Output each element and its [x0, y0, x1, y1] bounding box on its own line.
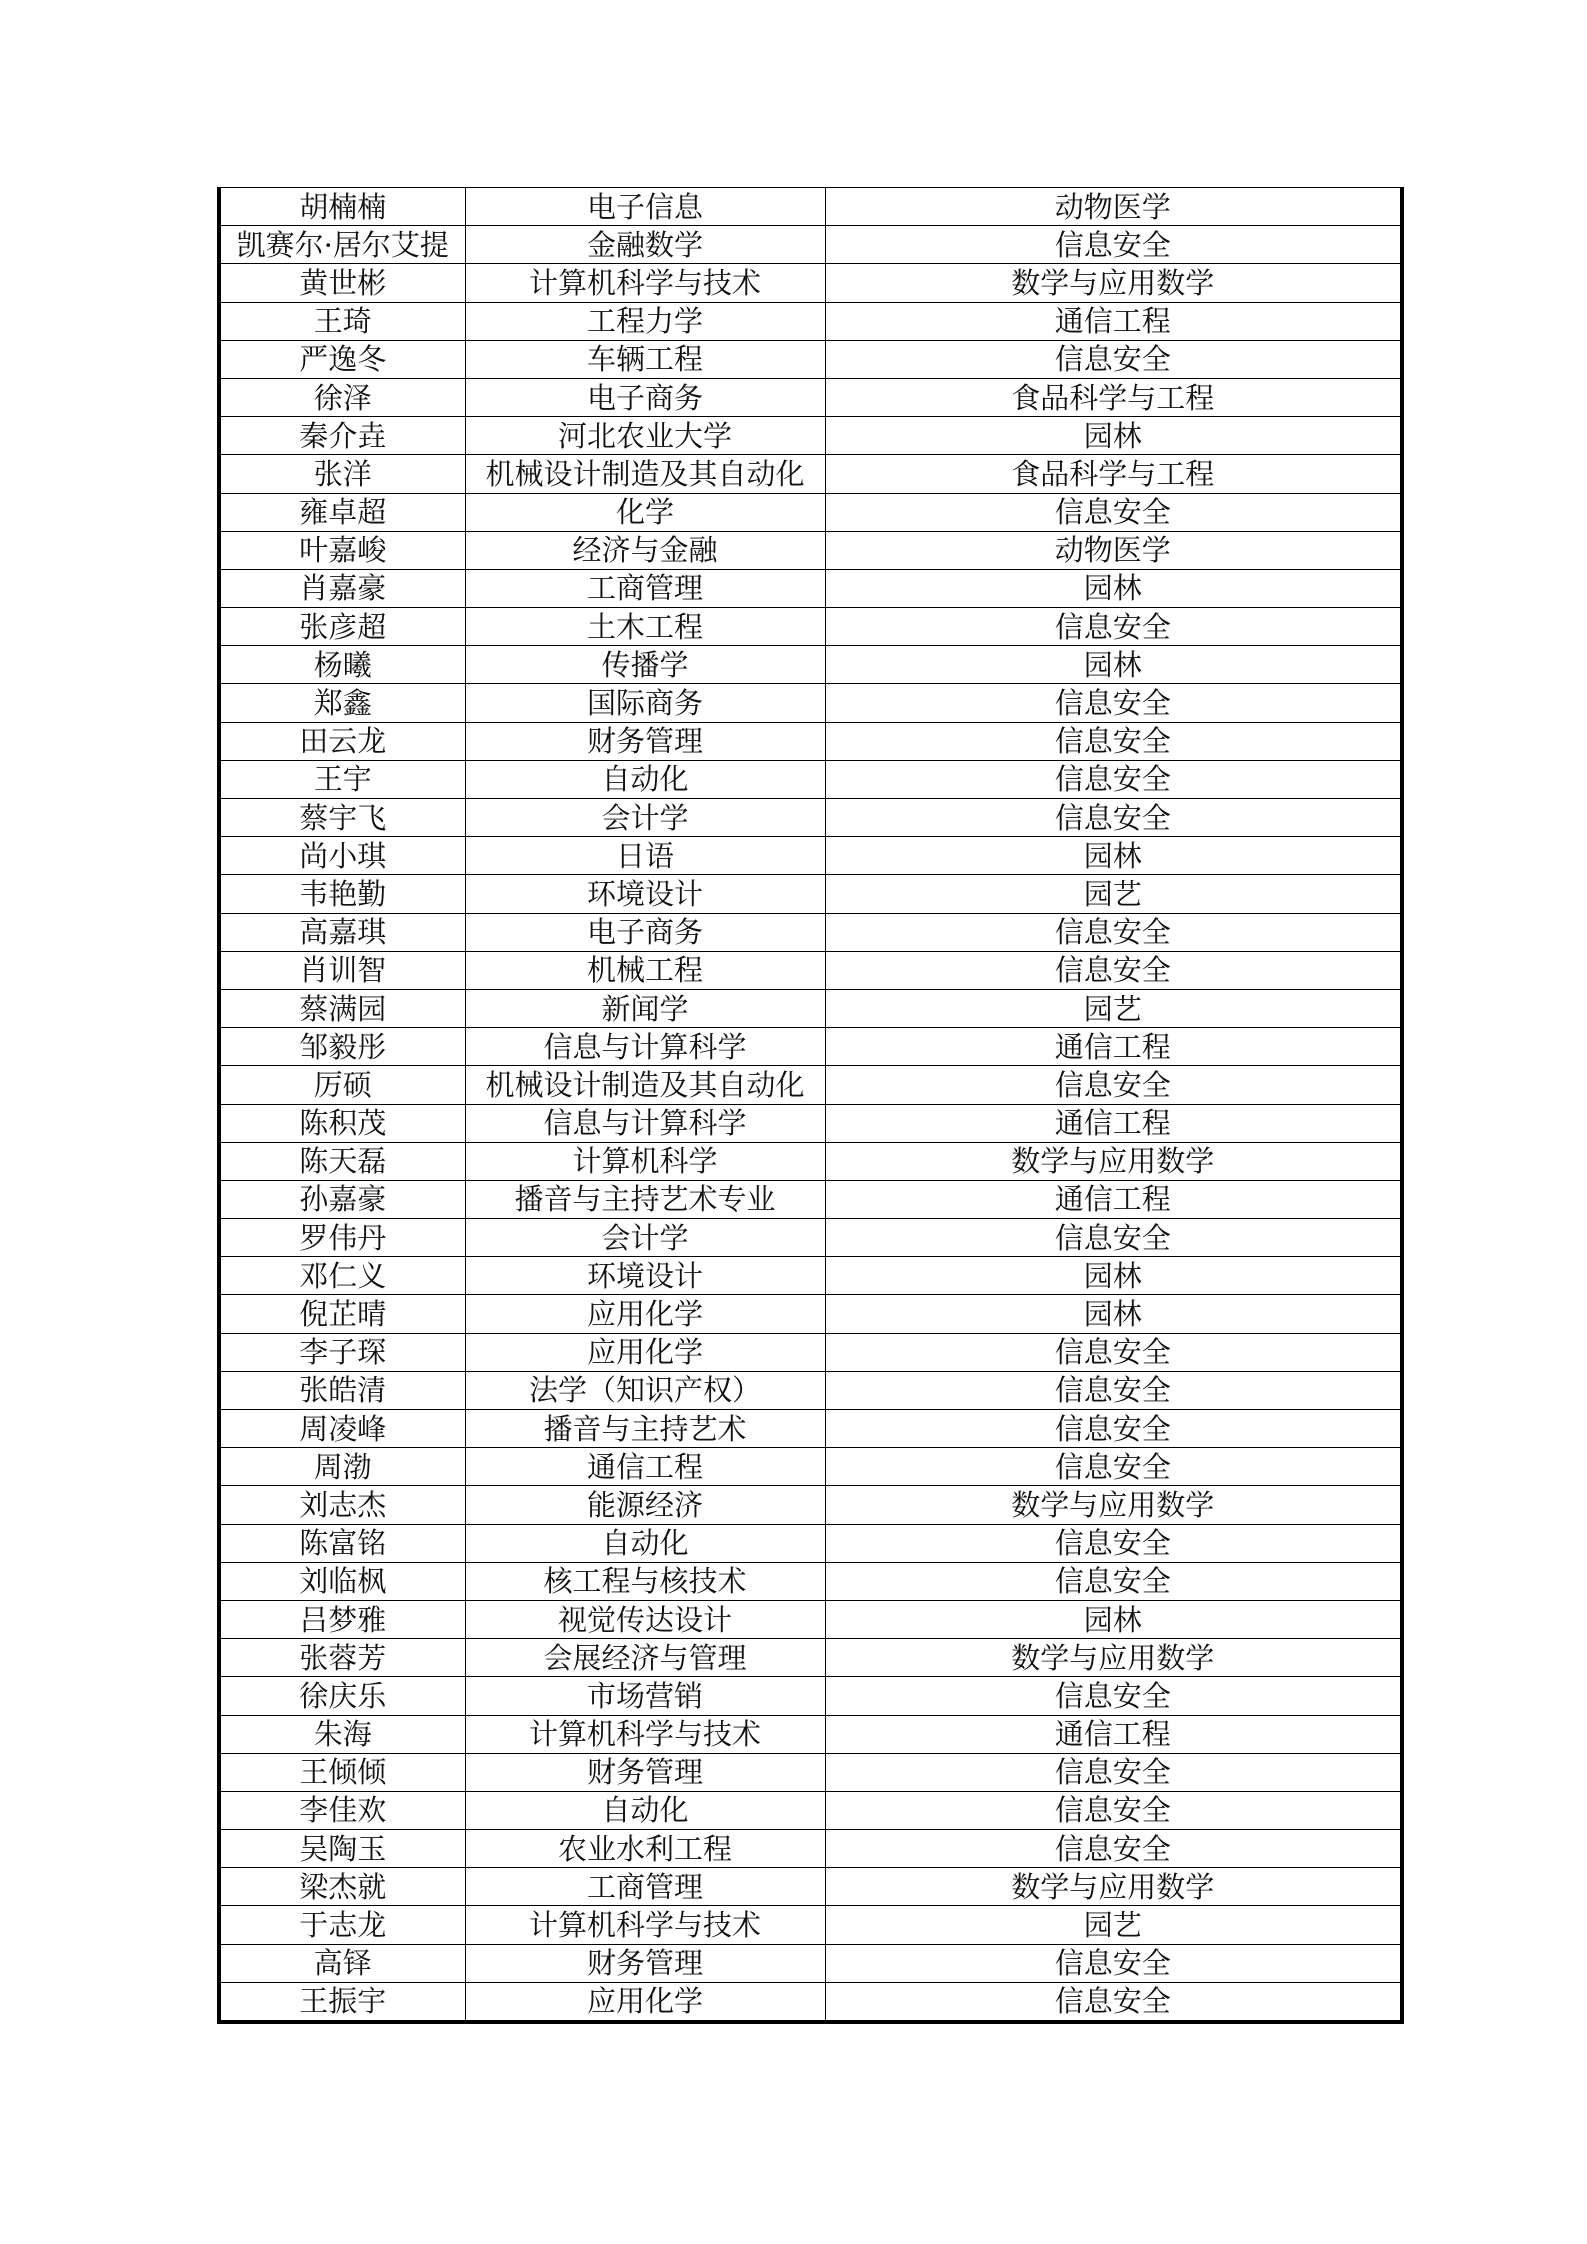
target-major-cell: 信息安全: [825, 493, 1402, 531]
original-major-cell: 日语: [465, 837, 825, 875]
table-row: [219, 188, 1402, 226]
original-major-cell: 传播学: [465, 646, 825, 684]
student-name-cell: 刘临枫: [219, 1562, 465, 1600]
original-major-cell: 计算机科学与技术: [465, 1715, 825, 1753]
table-row: [219, 1906, 1402, 1944]
table-row: [219, 1944, 1402, 1982]
student-name-cell: 高嘉琪: [219, 913, 465, 951]
original-major-cell: 自动化: [465, 760, 825, 798]
student-name-cell: 倪芷晴: [219, 1295, 465, 1333]
table-row: [219, 799, 1402, 837]
student-name-cell: 王振宇: [219, 1982, 465, 2022]
table-row: [219, 989, 1402, 1027]
original-major-cell: 环境设计: [465, 1257, 825, 1295]
student-name-cell: 陈富铭: [219, 1524, 465, 1562]
target-major-cell: 动物医学: [825, 188, 1402, 226]
target-major-cell: 信息安全: [825, 340, 1402, 378]
target-major-cell: 信息安全: [825, 760, 1402, 798]
table-row: [219, 226, 1402, 264]
target-major-cell: 园艺: [825, 1906, 1402, 1944]
original-major-cell: 播音与主持艺术专业: [465, 1180, 825, 1218]
original-major-cell: 经济与金融: [465, 531, 825, 569]
student-name-cell: 李子琛: [219, 1333, 465, 1371]
student-name-cell: 肖训智: [219, 951, 465, 989]
original-major-cell: 视觉传达设计: [465, 1600, 825, 1638]
target-major-cell: 信息安全: [825, 951, 1402, 989]
student-name-cell: 王琦: [219, 302, 465, 340]
student-name-cell: 杨曦: [219, 646, 465, 684]
table-row: [219, 264, 1402, 302]
original-major-cell: 财务管理: [465, 1944, 825, 1982]
table-row: [219, 913, 1402, 951]
student-name-cell: 严逸冬: [219, 340, 465, 378]
target-major-cell: 园林: [825, 1295, 1402, 1333]
target-major-cell: 数学与应用数学: [825, 1868, 1402, 1906]
target-major-cell: 信息安全: [825, 226, 1402, 264]
original-major-cell: 车辆工程: [465, 340, 825, 378]
table-row: [219, 493, 1402, 531]
original-major-cell: 会计学: [465, 799, 825, 837]
target-major-cell: 园林: [825, 417, 1402, 455]
student-name-cell: 王宇: [219, 760, 465, 798]
target-major-cell: 信息安全: [825, 799, 1402, 837]
target-major-cell: 通信工程: [825, 1028, 1402, 1066]
table-row: [219, 1142, 1402, 1180]
student-name-cell: 张彦超: [219, 608, 465, 646]
target-major-cell: 信息安全: [825, 1562, 1402, 1600]
table-row: [219, 1066, 1402, 1104]
student-name-cell: 邹毅彤: [219, 1028, 465, 1066]
table-row: [219, 1562, 1402, 1600]
target-major-cell: 通信工程: [825, 1180, 1402, 1218]
target-major-cell: 园艺: [825, 989, 1402, 1027]
table-row: [219, 378, 1402, 416]
student-name-cell: 王倾倾: [219, 1753, 465, 1791]
student-name-cell: 高铎: [219, 1944, 465, 1982]
target-major-cell: 信息安全: [825, 1982, 1402, 2022]
student-name-cell: 张皓清: [219, 1371, 465, 1409]
original-major-cell: 机械设计制造及其自动化: [465, 455, 825, 493]
table-row: [219, 1639, 1402, 1677]
original-major-cell: 能源经济: [465, 1486, 825, 1524]
target-major-cell: 信息安全: [825, 1944, 1402, 1982]
original-major-cell: 通信工程: [465, 1448, 825, 1486]
target-major-cell: 园林: [825, 1257, 1402, 1295]
original-major-cell: 自动化: [465, 1791, 825, 1829]
student-name-cell: 陈积茂: [219, 1104, 465, 1142]
table-row: [219, 1257, 1402, 1295]
student-name-cell: 于志龙: [219, 1906, 465, 1944]
original-major-cell: 市场营销: [465, 1677, 825, 1715]
original-major-cell: 播音与主持艺术: [465, 1410, 825, 1448]
original-major-cell: 电子商务: [465, 378, 825, 416]
student-name-cell: 周凌峰: [219, 1410, 465, 1448]
target-major-cell: 信息安全: [825, 1677, 1402, 1715]
student-name-cell: 李佳欢: [219, 1791, 465, 1829]
original-major-cell: 国际商务: [465, 684, 825, 722]
table-row: [219, 1295, 1402, 1333]
table-row: [219, 608, 1402, 646]
table-row: [219, 340, 1402, 378]
student-name-cell: 雍卓超: [219, 493, 465, 531]
target-major-cell: 园林: [825, 569, 1402, 607]
target-major-cell: 通信工程: [825, 1104, 1402, 1142]
student-name-cell: 吴陶玉: [219, 1830, 465, 1868]
student-name-cell: 蔡宇飞: [219, 799, 465, 837]
target-major-cell: 信息安全: [825, 1524, 1402, 1562]
student-name-cell: 徐泽: [219, 378, 465, 416]
student-name-cell: 罗伟丹: [219, 1219, 465, 1257]
table-row: [219, 455, 1402, 493]
original-major-cell: 财务管理: [465, 1753, 825, 1791]
original-major-cell: 工程力学: [465, 302, 825, 340]
table-row: [219, 417, 1402, 455]
student-name-cell: 张蓉芳: [219, 1639, 465, 1677]
student-name-cell: 张洋: [219, 455, 465, 493]
original-major-cell: 工商管理: [465, 569, 825, 607]
table-row: [219, 1333, 1402, 1371]
target-major-cell: 通信工程: [825, 1715, 1402, 1753]
student-name-cell: 吕梦雅: [219, 1600, 465, 1638]
target-major-cell: 信息安全: [825, 684, 1402, 722]
student-name-cell: 肖嘉豪: [219, 569, 465, 607]
original-major-cell: 财务管理: [465, 722, 825, 760]
target-major-cell: 数学与应用数学: [825, 264, 1402, 302]
target-major-cell: 数学与应用数学: [825, 1486, 1402, 1524]
table-row: [219, 1753, 1402, 1791]
original-major-cell: 会展经济与管理: [465, 1639, 825, 1677]
original-major-cell: 计算机科学与技术: [465, 264, 825, 302]
student-name-cell: 孙嘉豪: [219, 1180, 465, 1218]
target-major-cell: 信息安全: [825, 913, 1402, 951]
table-row: [219, 646, 1402, 684]
original-major-cell: 新闻学: [465, 989, 825, 1027]
table-row: [219, 1180, 1402, 1218]
original-major-cell: 环境设计: [465, 875, 825, 913]
student-name-cell: 凯赛尔·居尔艾提: [219, 226, 465, 264]
table-row: [219, 760, 1402, 798]
student-name-cell: 尚小琪: [219, 837, 465, 875]
target-major-cell: 数学与应用数学: [825, 1639, 1402, 1677]
table-row: [219, 951, 1402, 989]
table-row: [219, 1104, 1402, 1142]
student-name-cell: 黄世彬: [219, 264, 465, 302]
target-major-cell: 信息安全: [825, 1830, 1402, 1868]
student-major-table: [217, 187, 1404, 2024]
student-name-cell: 梁杰就: [219, 1868, 465, 1906]
original-major-cell: 信息与计算科学: [465, 1028, 825, 1066]
target-major-cell: 数学与应用数学: [825, 1142, 1402, 1180]
table-row: [219, 1830, 1402, 1868]
original-major-cell: 法学（知识产权）: [465, 1371, 825, 1409]
original-major-cell: 应用化学: [465, 1295, 825, 1333]
target-major-cell: 信息安全: [825, 722, 1402, 760]
student-name-cell: 朱海: [219, 1715, 465, 1753]
target-major-cell: 信息安全: [825, 1753, 1402, 1791]
target-major-cell: 信息安全: [825, 1333, 1402, 1371]
table-row: [219, 1791, 1402, 1829]
target-major-cell: 食品科学与工程: [825, 455, 1402, 493]
original-major-cell: 应用化学: [465, 1333, 825, 1371]
original-major-cell: 金融数学: [465, 226, 825, 264]
original-major-cell: 机械工程: [465, 951, 825, 989]
table-row: [219, 1028, 1402, 1066]
student-name-cell: 厉硕: [219, 1066, 465, 1104]
target-major-cell: 信息安全: [825, 1448, 1402, 1486]
target-major-cell: 园林: [825, 646, 1402, 684]
original-major-cell: 化学: [465, 493, 825, 531]
original-major-cell: 工商管理: [465, 1868, 825, 1906]
student-name-cell: 陈天磊: [219, 1142, 465, 1180]
student-name-cell: 田云龙: [219, 722, 465, 760]
original-major-cell: 河北农业大学: [465, 417, 825, 455]
target-major-cell: 动物医学: [825, 531, 1402, 569]
student-name-cell: 刘志杰: [219, 1486, 465, 1524]
table-row: [219, 1448, 1402, 1486]
table-row: [219, 531, 1402, 569]
target-major-cell: 信息安全: [825, 1410, 1402, 1448]
target-major-cell: 信息安全: [825, 1791, 1402, 1829]
table-row: [219, 837, 1402, 875]
table-row: [219, 1715, 1402, 1753]
original-major-cell: 机械设计制造及其自动化: [465, 1066, 825, 1104]
table-row: [219, 1410, 1402, 1448]
target-major-cell: 通信工程: [825, 302, 1402, 340]
original-major-cell: 计算机科学与技术: [465, 1906, 825, 1944]
original-major-cell: 核工程与核技术: [465, 1562, 825, 1600]
table-row: [219, 1486, 1402, 1524]
original-major-cell: 应用化学: [465, 1982, 825, 2022]
table-row: [219, 1524, 1402, 1562]
target-major-cell: 园艺: [825, 875, 1402, 913]
table-body: [219, 188, 1402, 2023]
student-name-cell: 叶嘉峻: [219, 531, 465, 569]
original-major-cell: 自动化: [465, 1524, 825, 1562]
table-row: [219, 1219, 1402, 1257]
table-row: [219, 1600, 1402, 1638]
student-name-cell: 秦介垚: [219, 417, 465, 455]
original-major-cell: 农业水利工程: [465, 1830, 825, 1868]
student-name-cell: 韦艳勤: [219, 875, 465, 913]
original-major-cell: 电子商务: [465, 913, 825, 951]
original-major-cell: 计算机科学: [465, 1142, 825, 1180]
table-row: [219, 722, 1402, 760]
student-name-cell: 徐庆乐: [219, 1677, 465, 1715]
student-name-cell: 胡楠楠: [219, 188, 465, 226]
table-row: [219, 1677, 1402, 1715]
target-major-cell: 信息安全: [825, 1371, 1402, 1409]
student-name-cell: 蔡满园: [219, 989, 465, 1027]
table-row: [219, 1371, 1402, 1409]
target-major-cell: 食品科学与工程: [825, 378, 1402, 416]
table-row: [219, 684, 1402, 722]
target-major-cell: 信息安全: [825, 608, 1402, 646]
student-name-cell: 郑鑫: [219, 684, 465, 722]
target-major-cell: 园林: [825, 1600, 1402, 1638]
original-major-cell: 电子信息: [465, 188, 825, 226]
table-row: [219, 302, 1402, 340]
original-major-cell: 信息与计算科学: [465, 1104, 825, 1142]
original-major-cell: 会计学: [465, 1219, 825, 1257]
target-major-cell: 园林: [825, 837, 1402, 875]
target-major-cell: 信息安全: [825, 1219, 1402, 1257]
original-major-cell: 土木工程: [465, 608, 825, 646]
table-row: [219, 569, 1402, 607]
student-name-cell: 周渤: [219, 1448, 465, 1486]
table-row: [219, 1868, 1402, 1906]
target-major-cell: 信息安全: [825, 1066, 1402, 1104]
student-name-cell: 邓仁义: [219, 1257, 465, 1295]
table-row: [219, 1982, 1402, 2022]
table-row: [219, 875, 1402, 913]
